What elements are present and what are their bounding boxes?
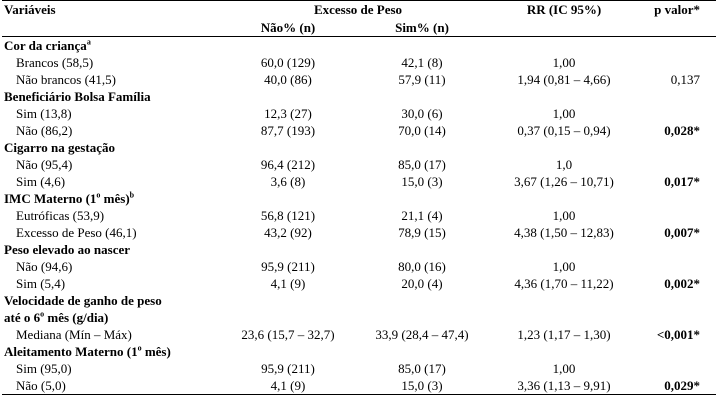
- group-title-bolsa-familia: Beneficiário Bolsa Família: [4, 89, 151, 104]
- table-row: Mediana (Mín – Máx) 23,6 (15,7 – 32,7) 33,9 (28,4 – 47,4) 1,23 (1,17 – 1,30) <0,001*: [16, 327, 701, 342]
- header-rr: RR (IC 95%): [492, 1, 636, 19]
- header-sim: Sim% (n): [352, 18, 492, 37]
- group-title-velocidade-l2: até o 6$^o$ mês (g/dia): [4, 309, 109, 325]
- table-row: Não (5,0) 4,1 (9) 15,0 (3) 3,36 (1,13 – 9,91) 0,029*: [2, 377, 716, 395]
- footnote-marker: b: [129, 190, 135, 200]
- group-title-velocidade-l1: Velocidade de ganho de peso: [4, 293, 162, 308]
- group-title-imc: IMC Materno (1$^o$ mês)$^b$: [4, 190, 135, 206]
- table-row: Não (95,4) 96,4 (212) 85,0 (17) 1,0: [16, 157, 573, 172]
- table-row: Sim (13,8) 12,3 (27) 30,0 (6) 1,00: [16, 106, 576, 121]
- table-row: Sim (5,4) 4,1 (9) 20,0 (4) 4,36 (1,70 – 11,22) 0,002*: [16, 276, 701, 291]
- group-title-peso-elevado: Peso elevado ao nascer: [4, 242, 131, 257]
- group-title-cigarro: Cigarro na gestação: [4, 140, 115, 155]
- footnote-marker: a: [86, 37, 91, 47]
- table-row: Não (86,2) 87,7 (193) 70,0 (14) 0,37 (0,15 – 0,94) 0,028*: [16, 123, 701, 138]
- header-row-1: [2, 1, 716, 19]
- header-excesso-peso: Excesso de Peso: [224, 1, 492, 19]
- header-row-2: [2, 18, 716, 37]
- header-nao: Não% (n): [224, 18, 352, 37]
- table-row: Não (94,6) 95,9 (211) 80,0 (16) 1,00: [16, 259, 576, 274]
- table-row: Sim (4,6) 3,6 (8) 15,0 (3) 3,67 (1,26 – 10,71) 0,017*: [16, 174, 701, 189]
- header-variaveis: Variáveis: [2, 1, 224, 19]
- group-title: Cor da criança: [4, 38, 87, 53]
- group-title-aleitamento: Aleitamento Materno (1$^o$ mês): [4, 343, 171, 359]
- excesso-peso-table: [2, 0, 716, 395]
- table-row: Sim (95,0) 95,9 (211) 85,0 (17) 1,00: [16, 361, 576, 376]
- header-p-valor: p valor*: [636, 1, 716, 19]
- group-title-cor: [2, 37, 716, 55]
- table-row: Excesso de Peso (46,1) 43,2 (92) 78,9 (15) 4,38 (1,50 – 12,83) 0,007*: [16, 225, 701, 240]
- table-row: Eutróficas (53,9) 56,8 (121) 21,1 (4) 1,00: [16, 208, 576, 223]
- table-row: Brancos (58,5) 60,0 (129) 42,1 (8) 1,00: [16, 55, 576, 70]
- table-row: Não brancos (41,5) 40,0 (86) 57,9 (11) 1,94 (0,81 – 4,66) 0,137: [16, 72, 701, 87]
